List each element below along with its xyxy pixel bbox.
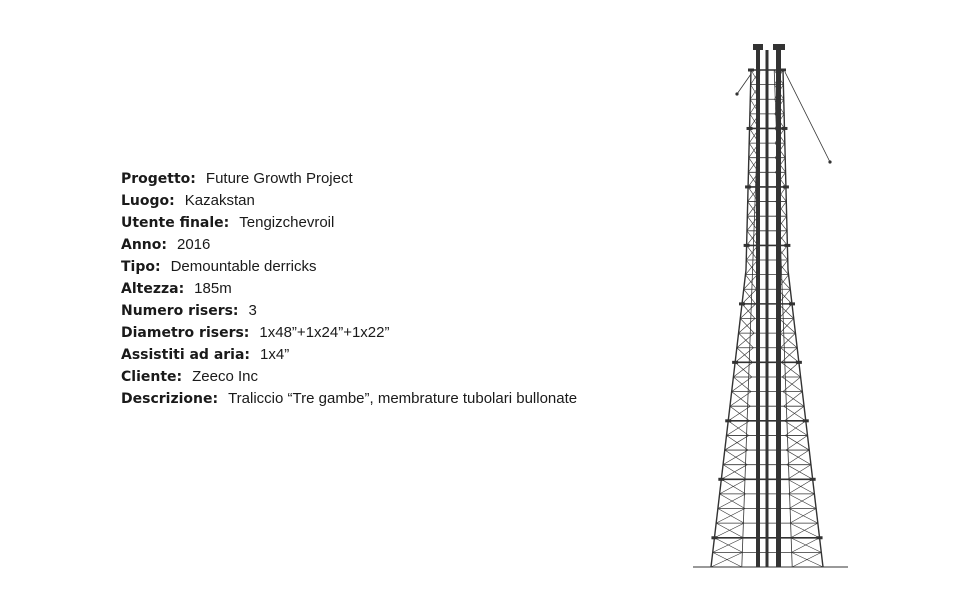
flare-tip xyxy=(773,44,785,50)
spec-value: Zeeco Inc xyxy=(192,368,258,385)
spec-label: Altezza: xyxy=(121,281,185,297)
spec-row-numero-risers xyxy=(121,300,577,322)
spec-label: Utente finale: xyxy=(121,215,230,231)
spec-value: 3 xyxy=(248,302,257,319)
spec-label: Anno: xyxy=(121,237,167,253)
riser-pipe xyxy=(756,48,760,567)
spec-value: Traliccio “Tre gambe”, membrature tubolari bullonate xyxy=(228,390,578,407)
spec-value: Kazakstan xyxy=(184,192,255,209)
spec-value: Tengizchevroil xyxy=(239,214,335,231)
spec-value: 185m xyxy=(194,280,232,297)
diagonal-brace xyxy=(742,289,757,304)
spec-value: 1x4” xyxy=(260,346,290,363)
spec-value: 2016 xyxy=(177,236,211,253)
tower-leg xyxy=(788,270,823,567)
riser-pipe xyxy=(766,50,769,567)
spec-row-utente-finale xyxy=(121,212,577,234)
spec-label: Numero risers: xyxy=(121,303,239,319)
tower-leg xyxy=(711,270,746,567)
spec-label: Luogo: xyxy=(121,193,175,209)
spec-row-progetto xyxy=(121,168,577,190)
spec-list xyxy=(121,168,577,410)
derrick-tower-drawing xyxy=(690,40,860,575)
spec-row-anno xyxy=(121,234,577,256)
spec-row-tipo xyxy=(121,256,577,278)
spec-label: Assistiti ad aria: xyxy=(121,347,251,363)
spec-row-assistiti-ad-aria xyxy=(121,344,577,366)
spec-value: Future Growth Project xyxy=(205,170,353,187)
spec-value: 1x48”+1x24”+1x22” xyxy=(259,324,390,341)
riser-pipe xyxy=(776,48,781,567)
spec-row-descrizione xyxy=(121,388,577,410)
spec-label: Descrizione: xyxy=(121,391,219,407)
tower-lattice xyxy=(693,44,848,567)
guy-line xyxy=(737,74,751,94)
spec-label: Tipo: xyxy=(121,259,161,275)
spec-label: Progetto: xyxy=(121,171,196,187)
spec-value: Demountable derricks xyxy=(170,258,317,275)
guy-line xyxy=(785,72,830,162)
spec-label: Diametro risers: xyxy=(121,325,250,341)
spec-label: Cliente: xyxy=(121,369,183,385)
spec-row-luogo xyxy=(121,190,577,212)
spec-row-cliente xyxy=(121,366,577,388)
guy-anchor xyxy=(828,160,831,163)
guy-anchor xyxy=(735,92,738,95)
spec-row-diametro-risers xyxy=(121,322,577,344)
flare-tip xyxy=(753,44,763,50)
spec-row-altezza xyxy=(121,278,577,300)
